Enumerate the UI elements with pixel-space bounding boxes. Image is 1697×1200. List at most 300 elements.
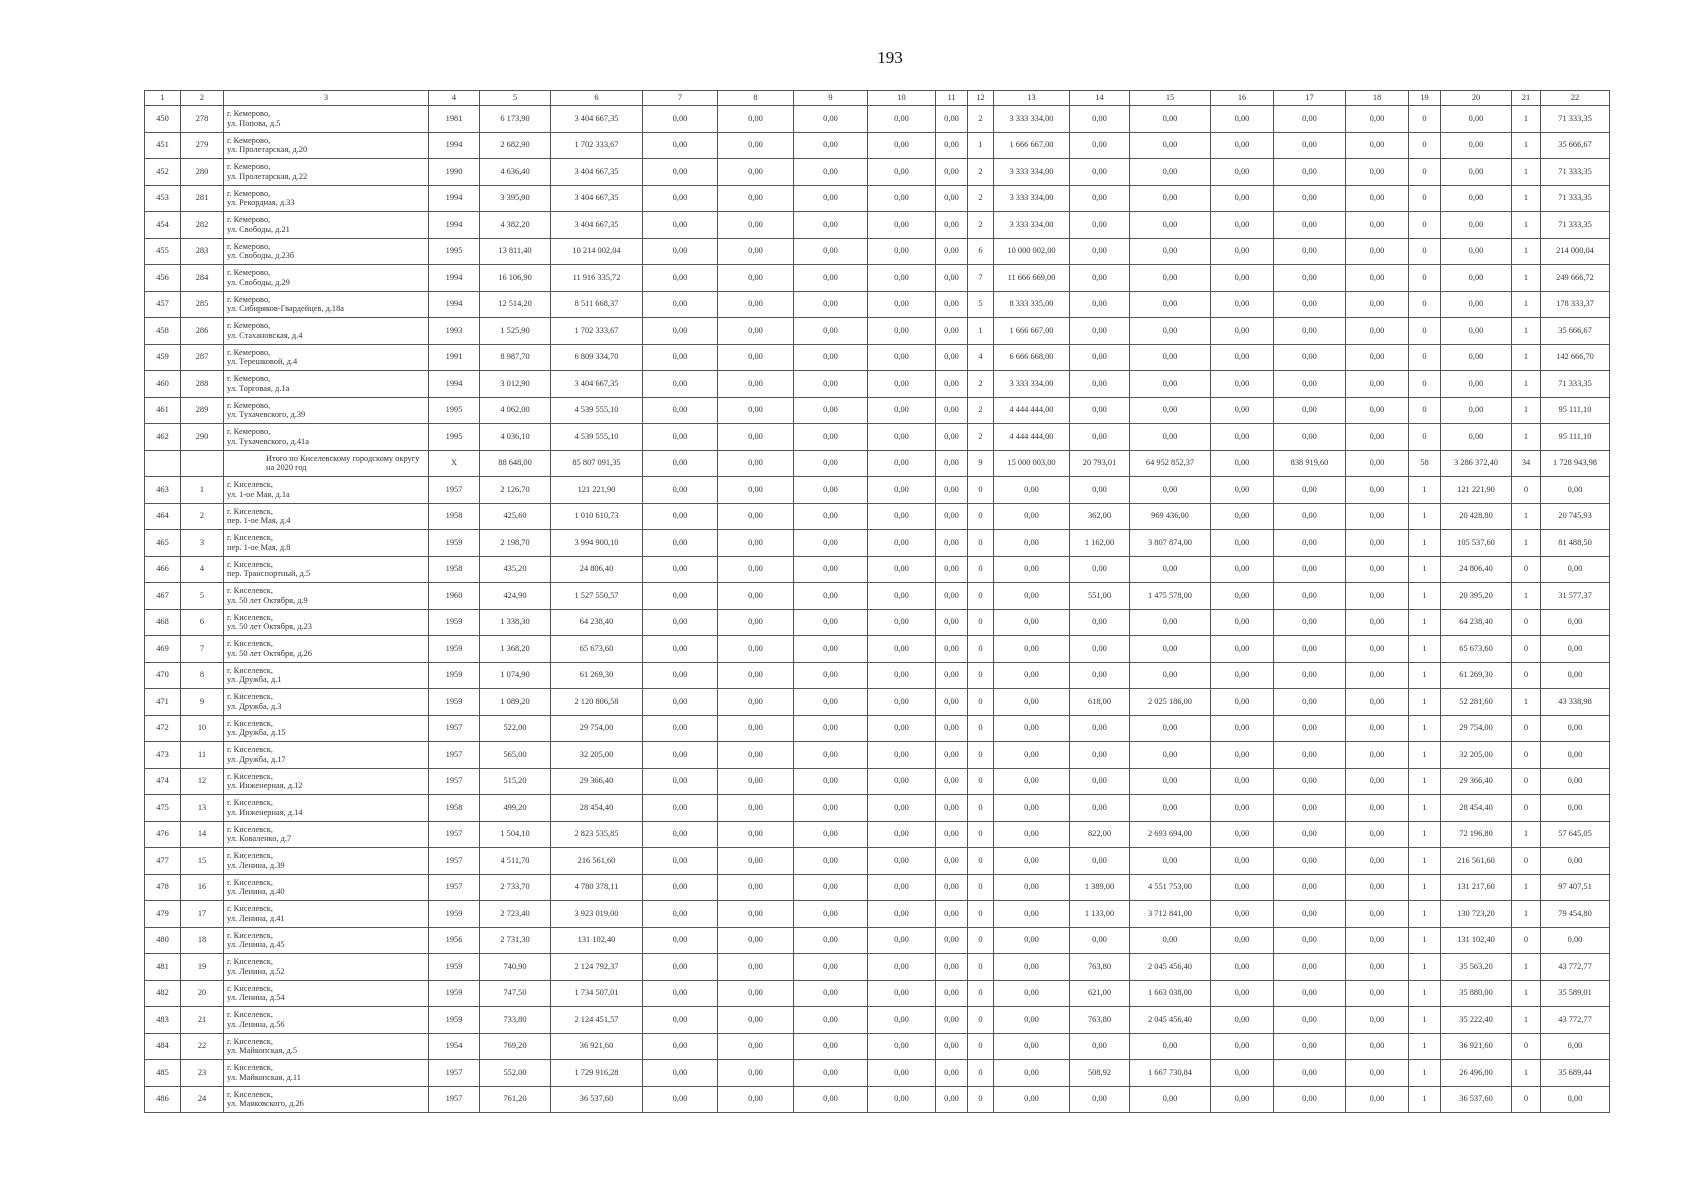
table-cell: 0,00 (936, 477, 968, 504)
table-cell: 0,00 (1130, 1033, 1211, 1060)
table-cell: 1 (1409, 927, 1441, 954)
table-cell: 288 (181, 371, 224, 398)
table-cell: 0,00 (794, 1086, 868, 1113)
table-cell: 0 (1409, 424, 1441, 451)
table-cell: 0 (968, 556, 994, 583)
table-cell: 0,00 (1211, 132, 1274, 159)
table-cell: 0,00 (1211, 477, 1274, 504)
table-cell: 0,00 (1274, 318, 1346, 345)
table-cell: 0,00 (718, 344, 794, 371)
table-cell: 0,00 (1130, 848, 1211, 875)
address-city: г. Киселевск, (227, 639, 273, 649)
table-cell: 0,00 (643, 583, 718, 610)
table-cell: 285 (181, 291, 224, 318)
table-cell: 8 987,70 (480, 344, 551, 371)
table-cell: 453 (145, 185, 181, 212)
table-cell: 0,00 (718, 795, 794, 822)
table-cell: 0,00 (718, 715, 794, 742)
table-cell: 6 (968, 238, 994, 265)
table-cell: 1 (1409, 503, 1441, 530)
table-cell: 1995 (429, 424, 480, 451)
address-cell (224, 874, 429, 901)
table-cell: 1 504,10 (480, 821, 551, 848)
table-cell: 0,00 (643, 238, 718, 265)
table-cell: 0,00 (643, 874, 718, 901)
table-cell: 17 (181, 901, 224, 928)
table-cell: 0,00 (643, 1086, 718, 1113)
table-cell: 35 666,67 (1541, 318, 1610, 345)
table-cell: 0,00 (794, 1033, 868, 1060)
table-cell: 1956 (429, 927, 480, 954)
table-cell: 71 333,35 (1541, 185, 1610, 212)
table-cell: 499,20 (480, 795, 551, 822)
table-cell: 0,00 (794, 742, 868, 769)
table-cell: 43 772,77 (1541, 954, 1610, 981)
table-cell: 0,00 (868, 371, 936, 398)
table-cell: 214 000,04 (1541, 238, 1610, 265)
table-cell: 0,00 (718, 954, 794, 981)
address-cell (224, 556, 429, 583)
table-cell: 0,00 (936, 371, 968, 398)
table-cell: 3 404 667,35 (551, 106, 643, 133)
table-cell: 1 010 610,73 (551, 503, 643, 530)
table-cell: 1960 (429, 583, 480, 610)
table-cell: 0 (968, 583, 994, 610)
table-cell: 0,00 (794, 901, 868, 928)
table-cell: 0,00 (1211, 662, 1274, 689)
table-cell: 435,20 (480, 556, 551, 583)
table-cell: 85 807 091,35 (551, 450, 643, 477)
address-cell (224, 424, 429, 451)
table-cell: 0,00 (1070, 265, 1130, 292)
address-street: ул. Дружба, д.15 (227, 728, 286, 738)
table-cell: 0,00 (1070, 636, 1130, 663)
table-cell: 0,00 (1070, 848, 1130, 875)
table-cell: 0,00 (936, 265, 968, 292)
table-cell: 0,00 (718, 662, 794, 689)
table-cell: 0,00 (1070, 662, 1130, 689)
table-cell: 0,00 (1541, 715, 1610, 742)
table-cell: 1994 (429, 371, 480, 398)
table-cell: 4 036,10 (480, 424, 551, 451)
table-cell: 0,00 (718, 265, 794, 292)
table-cell: 0,00 (868, 450, 936, 477)
table-cell: 0,00 (1346, 450, 1409, 477)
table-cell: 0,00 (1211, 238, 1274, 265)
table-cell: 0,00 (1211, 424, 1274, 451)
table-cell: 0,00 (1274, 768, 1346, 795)
table-cell: 4 (181, 556, 224, 583)
table-cell: 14 (181, 821, 224, 848)
table-cell: 0,00 (994, 1033, 1070, 1060)
table-cell: 0,00 (794, 662, 868, 689)
table-cell: 451 (145, 132, 181, 159)
table-cell: 740,90 (480, 954, 551, 981)
address-street: ул. Дружба, д.1 (227, 675, 282, 685)
table-cell: 0,00 (1211, 371, 1274, 398)
table-cell: 0,00 (718, 371, 794, 398)
table-cell: 10 (181, 715, 224, 742)
address-cell (224, 901, 429, 928)
table-cell: 0,00 (1070, 185, 1130, 212)
table-cell: 0,00 (643, 927, 718, 954)
address-cell (224, 503, 429, 530)
table-cell: 0,00 (794, 874, 868, 901)
table-cell: 1 667 730,84 (1130, 1060, 1211, 1087)
address-cell (224, 106, 429, 133)
table-cell: 0,00 (1070, 344, 1130, 371)
address-city: г. Киселевск, (227, 904, 273, 914)
address-city: г. Киселевск, (227, 877, 273, 887)
table-cell: 0,00 (643, 715, 718, 742)
address-city: г. Киселевск, (227, 559, 273, 569)
table-row (145, 344, 1610, 371)
table-cell: 0,00 (1541, 1086, 1610, 1113)
table-cell: 0,00 (936, 424, 968, 451)
table-cell: 0,00 (1346, 556, 1409, 583)
table-cell: 0,00 (936, 715, 968, 742)
table-cell: 0,00 (1346, 715, 1409, 742)
table-cell: 0,00 (794, 954, 868, 981)
address-cell (224, 848, 429, 875)
table-cell: 0,00 (1070, 238, 1130, 265)
table-cell: 1 (1512, 954, 1541, 981)
table-cell: 1 074,90 (480, 662, 551, 689)
address-street: пер. 1-ое Мая, д.4 (227, 516, 291, 526)
address-cell (224, 715, 429, 742)
table-cell: 0,00 (1541, 662, 1610, 689)
table-cell: 1959 (429, 662, 480, 689)
table-cell: 1959 (429, 609, 480, 636)
table-cell: 0 (968, 609, 994, 636)
table-cell: 0 (968, 689, 994, 716)
address-street: ул. Пролетарская, д.20 (227, 145, 308, 155)
table-cell: 0,00 (936, 768, 968, 795)
table-cell: 0,00 (1130, 291, 1211, 318)
table-cell: 0,00 (1211, 980, 1274, 1007)
table-cell: 465 (145, 530, 181, 557)
address-street: ул. Ленина, д.54 (227, 993, 285, 1003)
table-cell: 0,00 (1211, 159, 1274, 186)
table-cell: 0,00 (1130, 768, 1211, 795)
table-cell: 0,00 (718, 1033, 794, 1060)
table-cell: 1957 (429, 848, 480, 875)
column-number-header: 10 (868, 91, 936, 106)
table-cell: 2 045 456,40 (1130, 1007, 1211, 1034)
table-cell: 0,00 (1130, 927, 1211, 954)
address-city: г. Киселевск, (227, 533, 273, 543)
table-cell: 0,00 (1070, 159, 1130, 186)
table-cell: 476 (145, 821, 181, 848)
table-cell: 0 (1512, 848, 1541, 875)
table-cell: 0,00 (794, 715, 868, 742)
table-cell: 0,00 (936, 1086, 968, 1113)
table-cell: 1 (1409, 715, 1441, 742)
table-cell: 0,00 (936, 742, 968, 769)
table-cell: 0,00 (868, 848, 936, 875)
table-cell: 0,00 (1441, 238, 1512, 265)
table-cell: 0 (968, 636, 994, 663)
table-cell: 9 (968, 450, 994, 477)
table-cell: 1990 (429, 159, 480, 186)
table-cell: 43 772,77 (1541, 1007, 1610, 1034)
table-cell: 0,00 (936, 636, 968, 663)
table-cell: 0,00 (1274, 212, 1346, 239)
address-cell (224, 795, 429, 822)
table-cell: 0,00 (868, 636, 936, 663)
table-cell: 216 561,60 (551, 848, 643, 875)
table-cell: 0,00 (1070, 768, 1130, 795)
table-cell: 0,00 (868, 662, 936, 689)
table-cell: 515,20 (480, 768, 551, 795)
table-cell: 473 (145, 742, 181, 769)
table-cell: 0,00 (1070, 715, 1130, 742)
table-cell: 0,00 (1211, 821, 1274, 848)
table-cell: 0,00 (1211, 715, 1274, 742)
table-cell: 467 (145, 583, 181, 610)
table-cell: 0,00 (1211, 689, 1274, 716)
table-cell: 0,00 (1211, 265, 1274, 292)
table-cell: 0,00 (1346, 371, 1409, 398)
table-cell: 0,00 (868, 1086, 936, 1113)
table-cell: 1 (1409, 874, 1441, 901)
address-cell (224, 344, 429, 371)
table-cell: 0,00 (1346, 530, 1409, 557)
table-cell: 1 (1409, 636, 1441, 663)
table-cell: 35 666,67 (1541, 132, 1610, 159)
table-row (145, 371, 1610, 398)
table-cell: 1995 (429, 238, 480, 265)
table-cell: 20 395,20 (1441, 583, 1512, 610)
table-row (145, 742, 1610, 769)
table-cell: 24 806,40 (551, 556, 643, 583)
table-cell: 2 (968, 397, 994, 424)
table-cell: 0,00 (936, 238, 968, 265)
table-row (145, 821, 1610, 848)
table-cell: 0,00 (718, 980, 794, 1007)
table-cell: 475 (145, 795, 181, 822)
table-cell: 1994 (429, 185, 480, 212)
table-cell: 0,00 (1130, 185, 1211, 212)
table-cell: 479 (145, 901, 181, 928)
address-cell (224, 318, 429, 345)
address-cell (224, 477, 429, 504)
table-cell: 2 126,70 (480, 477, 551, 504)
table-cell: 71 333,35 (1541, 159, 1610, 186)
address-city: г. Киселевск, (227, 506, 273, 516)
table-row (145, 954, 1610, 981)
table-cell: 1 (1512, 185, 1541, 212)
table-cell: 0,00 (794, 927, 868, 954)
table-cell: 79 454,80 (1541, 901, 1610, 928)
address-street: ул. Ленина, д.39 (227, 860, 285, 870)
table-cell: 552,00 (480, 1060, 551, 1087)
table-cell: 1 (1512, 1007, 1541, 1034)
table-cell: 0,00 (1130, 106, 1211, 133)
table-cell: 0,00 (718, 927, 794, 954)
table-cell: 36 537,60 (1441, 1086, 1512, 1113)
table-cell: 1957 (429, 1060, 480, 1087)
table-cell: 0,00 (936, 185, 968, 212)
table-cell: 0 (1512, 609, 1541, 636)
table-cell: 0,00 (868, 132, 936, 159)
table-cell: 0,00 (1070, 106, 1130, 133)
table-cell: 1994 (429, 212, 480, 239)
table-cell: 0,00 (1211, 795, 1274, 822)
table-cell: 7 (968, 265, 994, 292)
table-cell: 0,00 (994, 636, 1070, 663)
table-cell: 0,00 (794, 503, 868, 530)
table-cell: 178 333,37 (1541, 291, 1610, 318)
table-cell: 0,00 (794, 238, 868, 265)
table-cell: 0,00 (643, 821, 718, 848)
table-cell: 0,00 (1211, 583, 1274, 610)
table-cell: 822,00 (1070, 821, 1130, 848)
table-cell: 0,00 (936, 397, 968, 424)
table-cell: 0,00 (994, 954, 1070, 981)
table-cell: 1 (1409, 954, 1441, 981)
table-cell: 88 648,00 (480, 450, 551, 477)
table-cell: 0 (1512, 477, 1541, 504)
column-number-header: 12 (968, 91, 994, 106)
table-cell: 0,00 (1070, 132, 1130, 159)
address-street: ул. Попова, д.5 (227, 118, 281, 128)
table-cell: 0,00 (994, 848, 1070, 875)
table-cell: 0 (968, 954, 994, 981)
table-cell: 0,00 (1130, 371, 1211, 398)
table-cell: 0,00 (1211, 291, 1274, 318)
table-cell: 0,00 (868, 106, 936, 133)
table-cell: 0,00 (868, 556, 936, 583)
table-cell: 2 682,90 (480, 132, 551, 159)
table-cell: 0,00 (643, 318, 718, 345)
table-cell: 455 (145, 238, 181, 265)
table-cell: 0,00 (1274, 265, 1346, 292)
table-cell: 29 366,40 (1441, 768, 1512, 795)
address-cell (224, 212, 429, 239)
table-cell: 0,00 (794, 291, 868, 318)
column-number-header: 21 (1512, 91, 1541, 106)
table-cell: 0,00 (643, 530, 718, 557)
table-cell: 0 (1512, 795, 1541, 822)
table-cell: 0,00 (794, 1060, 868, 1087)
table-cell: 1957 (429, 821, 480, 848)
table-cell: 0,00 (1346, 609, 1409, 636)
table-row (145, 1060, 1610, 1087)
table-cell: 1994 (429, 291, 480, 318)
total-row (145, 450, 1610, 477)
column-number-header: 4 (429, 91, 480, 106)
table-cell: 12 (181, 768, 224, 795)
table-cell: 0,00 (1211, 1033, 1274, 1060)
table-row (145, 795, 1610, 822)
table-cell: 0,00 (868, 291, 936, 318)
table-cell: 1 728 943,98 (1541, 450, 1610, 477)
table-cell: 1959 (429, 636, 480, 663)
address-street: пер. 1-ое Мая, д.8 (227, 542, 291, 552)
table-cell: 0 (1512, 715, 1541, 742)
table-cell: 0,00 (868, 583, 936, 610)
table-cell: 0,00 (1211, 450, 1274, 477)
address-cell (224, 397, 429, 424)
table-cell: 0,00 (794, 848, 868, 875)
address-city: г. Киселевск, (227, 1036, 273, 1046)
table-cell: 1994 (429, 132, 480, 159)
table-cell: 0,00 (1130, 795, 1211, 822)
table-cell: 35 589,01 (1541, 980, 1610, 1007)
table-cell: 121 221,90 (551, 477, 643, 504)
table-cell: 284 (181, 265, 224, 292)
table-cell: 0,00 (643, 503, 718, 530)
address-street: ул. Маяковского, д.26 (227, 1099, 304, 1109)
table-cell: 0,00 (1130, 344, 1211, 371)
table-cell: 0,00 (994, 742, 1070, 769)
table-cell: 0,00 (1541, 609, 1610, 636)
table-cell: 0,00 (1441, 344, 1512, 371)
table-cell: 0,00 (1541, 795, 1610, 822)
table-cell: 13 (181, 795, 224, 822)
table-row (145, 159, 1610, 186)
table-row (145, 1086, 1610, 1113)
table-cell: 0,00 (1211, 1086, 1274, 1113)
table-cell: 2 823 535,85 (551, 821, 643, 848)
table-cell: 1958 (429, 795, 480, 822)
table-cell: 3 333 334,00 (994, 185, 1070, 212)
table-row (145, 848, 1610, 875)
table-cell: 0,00 (936, 874, 968, 901)
table-cell: 32 205,00 (551, 742, 643, 769)
table-cell: 485 (145, 1060, 181, 1087)
table-cell: 0,00 (868, 503, 936, 530)
table-cell: 0,00 (868, 821, 936, 848)
table-cell: 287 (181, 344, 224, 371)
address-cell (224, 265, 429, 292)
table-cell: 769,20 (480, 1033, 551, 1060)
table-cell: 0,00 (643, 450, 718, 477)
table-cell: 0 (1512, 927, 1541, 954)
table-cell: 2 198,70 (480, 530, 551, 557)
table-cell: 3 (181, 530, 224, 557)
table-cell: 0,00 (994, 768, 1070, 795)
table-cell: 72 196,80 (1441, 821, 1512, 848)
table-row (145, 424, 1610, 451)
table-cell: 32 205,00 (1441, 742, 1512, 769)
address-street: ул. 50 лет Октября, д.23 (227, 622, 312, 632)
table-cell: 0 (1409, 397, 1441, 424)
table-cell: 20 745,93 (1541, 503, 1610, 530)
table-cell: 29 754,00 (551, 715, 643, 742)
table-cell: 0,00 (936, 212, 968, 239)
table-cell: 0,00 (1346, 742, 1409, 769)
table-cell: 0,00 (1070, 318, 1130, 345)
table-cell: 12 514,20 (480, 291, 551, 318)
table-cell: 1 (1512, 424, 1541, 451)
column-number-header: 6 (551, 91, 643, 106)
table-cell: 0,00 (936, 503, 968, 530)
column-number-header: 15 (1130, 91, 1211, 106)
table-cell: 0,00 (718, 874, 794, 901)
table-cell: 0,00 (1274, 1060, 1346, 1087)
table-cell: 1 (1409, 768, 1441, 795)
address-street: ул. Коваленко, д.7 (227, 834, 292, 844)
table-cell: 3 333 334,00 (994, 106, 1070, 133)
table-row (145, 556, 1610, 583)
table-cell: 35 880,00 (1441, 980, 1512, 1007)
table-cell: 0,00 (643, 212, 718, 239)
address-street: ул. Терешковой, д.4 (227, 357, 298, 367)
table-cell: 1957 (429, 477, 480, 504)
table-cell: 0 (968, 980, 994, 1007)
